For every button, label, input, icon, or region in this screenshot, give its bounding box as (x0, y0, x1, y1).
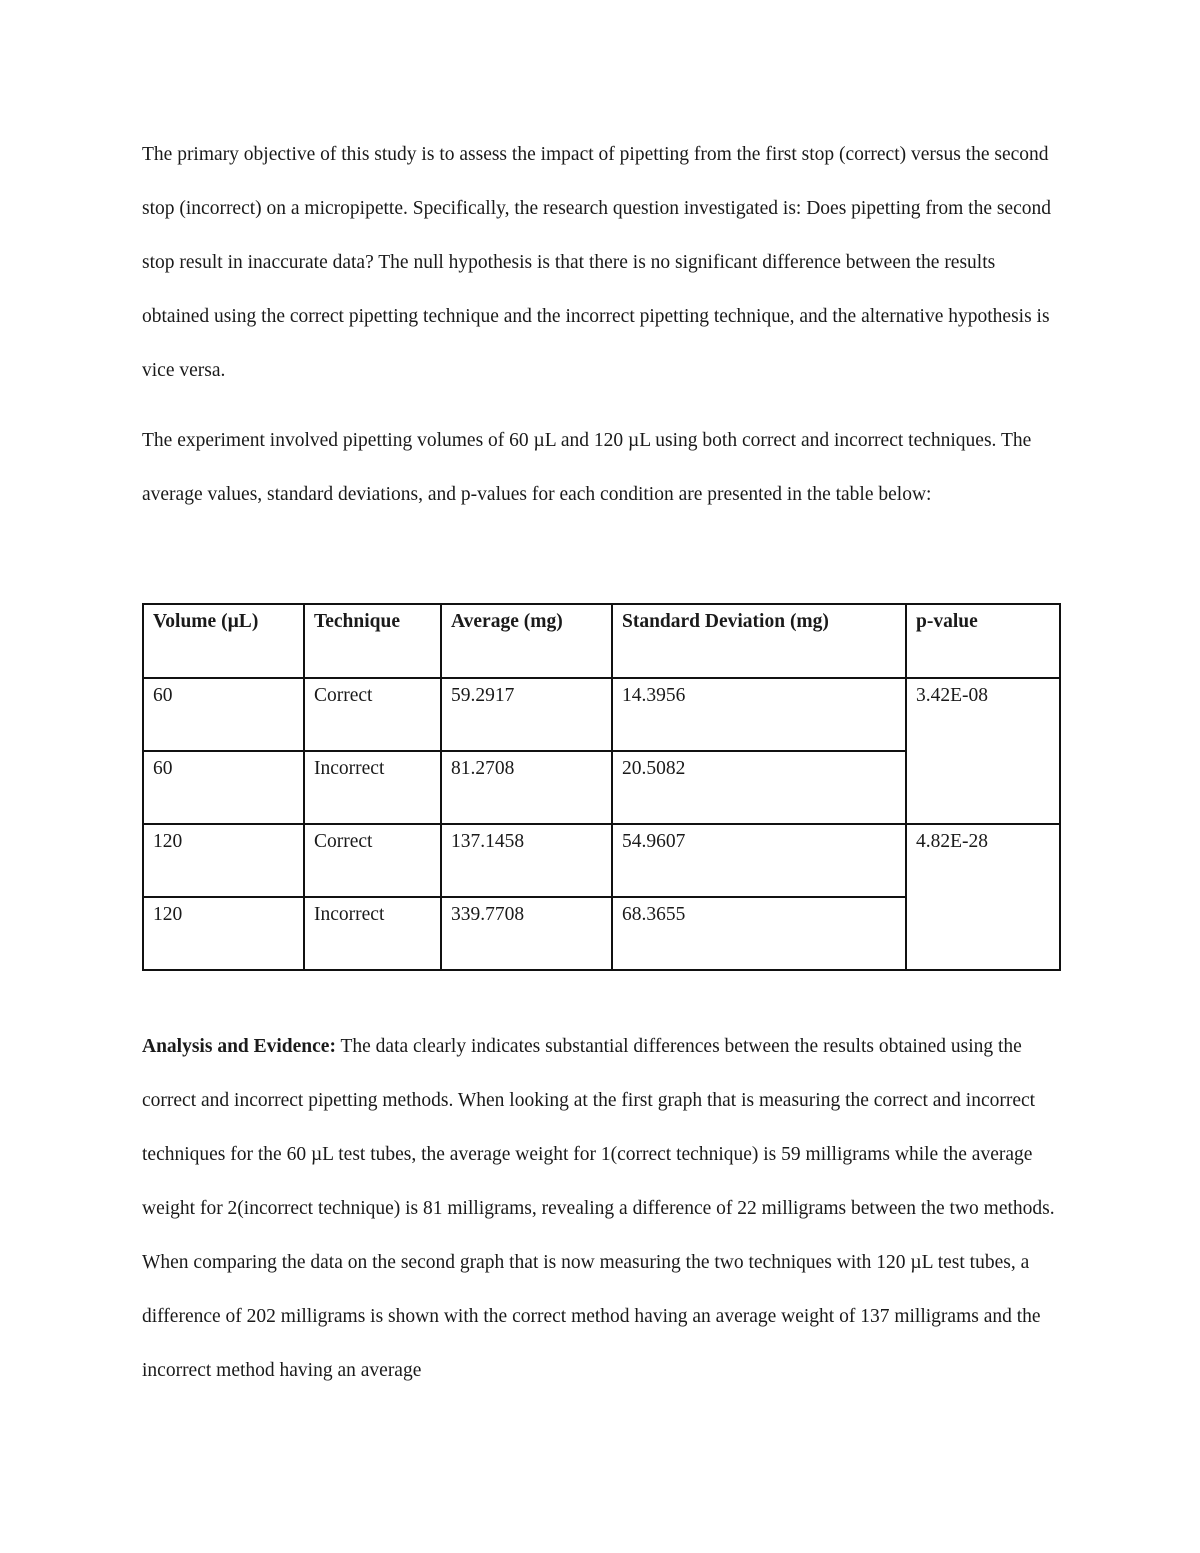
cell-volume: 60 (143, 678, 304, 751)
table-header-row (143, 604, 1060, 678)
cell-technique: Incorrect (304, 751, 441, 824)
cell-volume: 60 (143, 751, 304, 824)
cell-std-dev: 68.3655 (612, 897, 906, 970)
cell-technique: Correct (304, 678, 441, 751)
cell-average: 137.1458 (441, 824, 612, 897)
header-technique: Technique (304, 604, 441, 678)
cell-average: 59.2917 (441, 678, 612, 751)
cell-volume: 120 (143, 824, 304, 897)
analysis-heading: Analysis and Evidence: (142, 1036, 336, 1057)
cell-std-dev: 20.5082 (612, 751, 906, 824)
table-row (143, 678, 1060, 751)
cell-std-dev: 14.3956 (612, 678, 906, 751)
cell-technique: Incorrect (304, 897, 441, 970)
cell-technique: Correct (304, 824, 441, 897)
header-std-dev: Standard Deviation (mg) (612, 604, 906, 678)
cell-average: 81.2708 (441, 751, 612, 824)
header-p-value: p-value (906, 604, 1060, 678)
analysis-paragraph (142, 1020, 1058, 1398)
results-table (142, 603, 1061, 971)
objective-paragraph: The primary objective of this study is to assess the impact of pipetting from the first stop (correct) versus the second stop (incorrect) on a micropipette. Specifically, the research question investigated is: Does pipetting from the second stop result in inaccurate data? The null hypothesis is that there is no significant difference between the results obtained using the correct pipetting technique and the incorrect pipetting technique, and the alternative hypothesis is vice versa. (142, 144, 1051, 381)
cell-volume: 120 (143, 897, 304, 970)
analysis-body: The data clearly indicates substantial differences between the results obtained using the correct and incorrect pipetting methods. When looking at the first graph that is measuring the correct and incorrect techniques for the 60 µL test tubes, the average weight for 1(correct technique) is 59 milligrams while the average weight for 2(incorrect technique) is 81 milligrams, revealing a difference of 22 milligrams between the two methods. When comparing the data on the second graph that is now measuring the two techniques with 120 µL test tubes, a difference of 202 milligrams is shown with the correct method having an average weight of 137 milligrams and the incorrect method having an average (142, 1036, 1055, 1381)
cell-average: 339.7708 (441, 897, 612, 970)
header-volume: Volume (µL) (143, 604, 304, 678)
cell-p-value: 3.42E-08 (906, 678, 1060, 824)
experiment-paragraph: The experiment involved pipetting volumes of 60 µL and 120 µL using both correct and incorrect techniques. The average values, standard deviations, and p-values for each condition are presented in the table below: (142, 430, 1032, 505)
cell-p-value: 4.82E-28 (906, 824, 1060, 970)
cell-std-dev: 54.9607 (612, 824, 906, 897)
header-average: Average (mg) (441, 604, 612, 678)
table-row (143, 824, 1060, 897)
